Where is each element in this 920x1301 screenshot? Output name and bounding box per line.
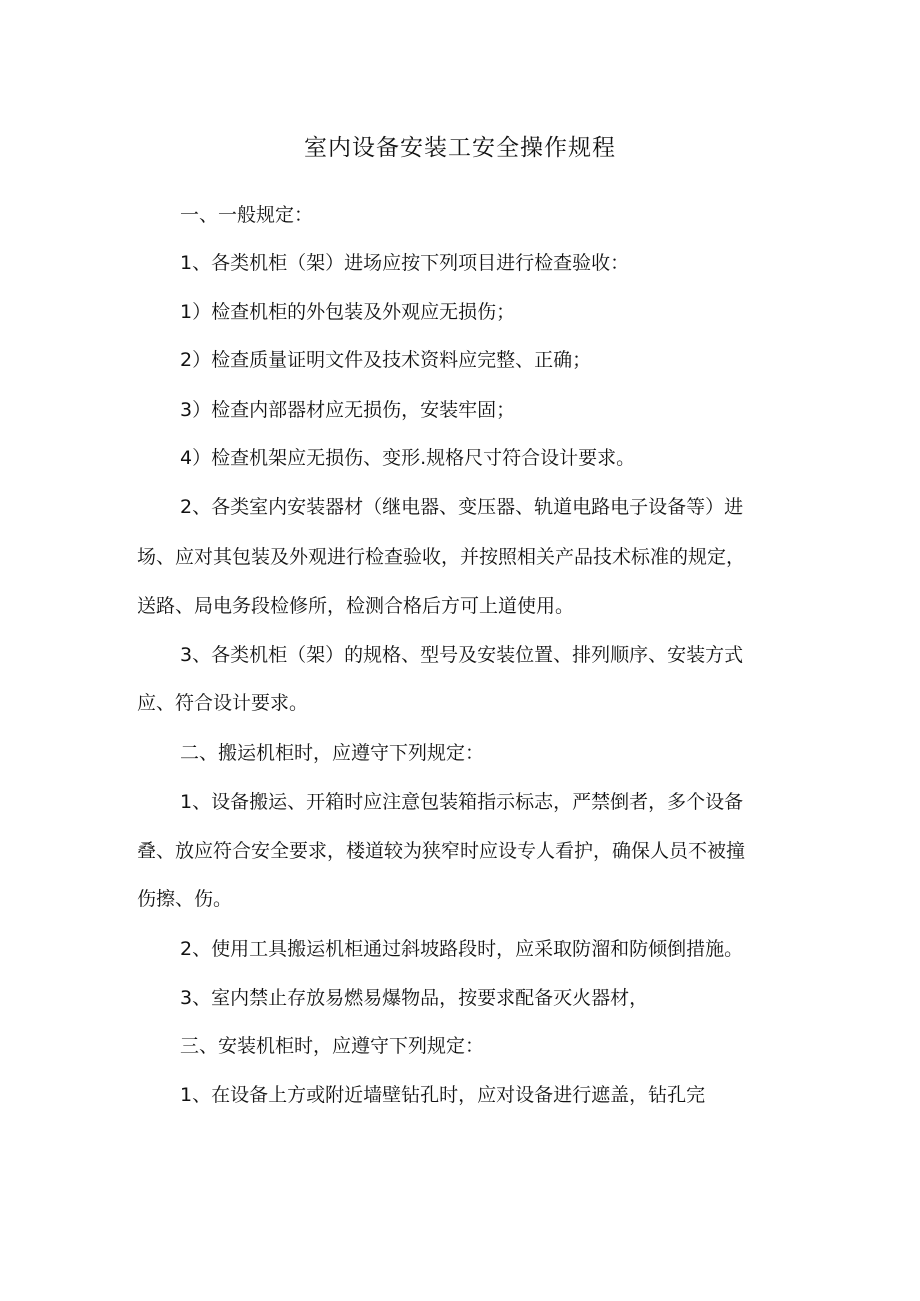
paragraph-line: 3）检查内部器材应无损伤，安装牢固； <box>180 399 516 421</box>
paragraph-line: 伤擦、伤。 <box>137 888 233 910</box>
document-title: 室内设备安装工安全操作规程 <box>304 135 616 161</box>
paragraph-line: 2、使用工具搬运机柜通过斜坡路段时，应采取防溜和防倾倒措施。 <box>180 938 744 960</box>
paragraph-line: 1）检查机柜的外包装及外观应无损伤； <box>180 301 516 323</box>
paragraph-line: 1、在设备上方或附近墙壁钻孔时，应对设备进行遮盖，钻孔完 <box>180 1084 706 1106</box>
paragraph-line: 叠、放应符合安全要求，楼道较为狭窄时应设专人看护，确保人员不被撞 <box>137 840 746 862</box>
paragraph-line: 3、室内禁止存放易燃易爆物品，按要求配备灭火器材， <box>180 987 649 1009</box>
paragraph-line: 1、各类机柜（架）进场应按下列项目进行检查验收： <box>180 252 630 274</box>
paragraph-line: 1、设备搬运、开箱时应注意包装箱指示标志，严禁倒者，多个设备 <box>180 791 744 813</box>
paragraph-line: 应、符合设计要求。 <box>137 692 309 714</box>
paragraph-line: 3、各类机柜（架）的规格、型号及安装位置、排列顺序、安装方式 <box>180 644 744 666</box>
paragraph-line: 4）检查机架应无损伤、变形.规格尺寸符合设计要求。 <box>180 447 636 469</box>
paragraph-line: 场、应对其包装及外观进行检查验收，并按照相关产品技术标准的规定， <box>137 546 746 568</box>
section-heading-3: 三、安装机柜时，应遵守下列规定： <box>180 1035 485 1057</box>
paragraph-line: 2、各类室内安装器材（继电器、变压器、轨道电路电子设备等）进 <box>180 496 744 518</box>
section-heading-1: 一、一般规定： <box>180 204 314 226</box>
paragraph-line: 送路、局电务段检修所，检测合格后方可上道使用。 <box>137 595 575 617</box>
paragraph-line: 2）检查质量证明文件及技术资料应完整、正确； <box>180 349 592 371</box>
section-heading-2: 二、搬运机柜时，应遵守下列规定： <box>180 742 485 764</box>
